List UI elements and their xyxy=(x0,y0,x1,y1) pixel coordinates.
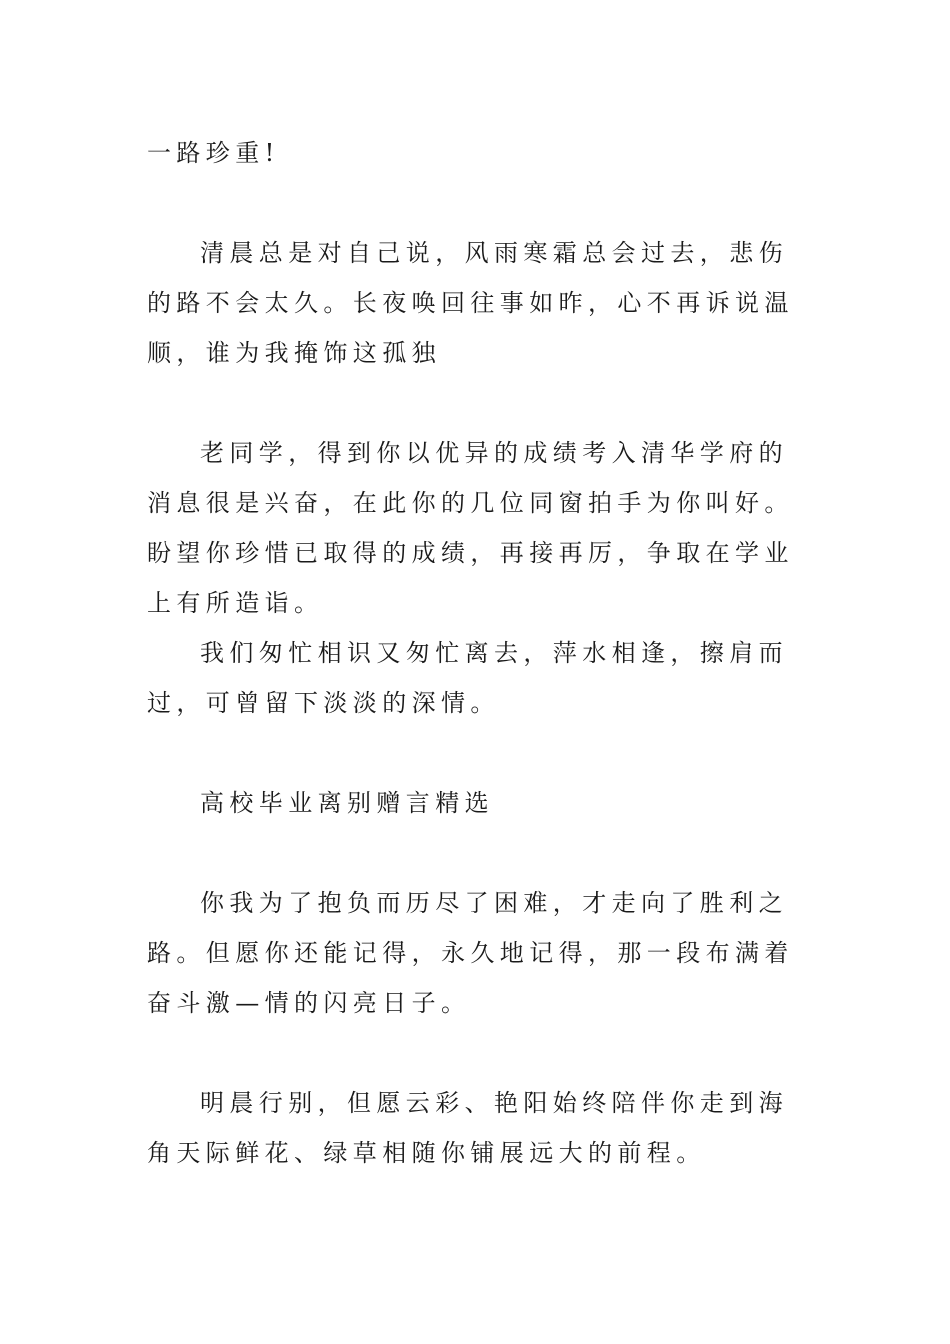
paragraph-farewell: 明晨行别，但愿云彩、艳阳始终陪伴你走到海角天际鲜花、绿草相随你铺展远大的前程。 xyxy=(147,1089,788,1167)
section-heading: 高校毕业离别赠言精选 xyxy=(200,789,494,817)
paragraph-closing: 一路珍重! xyxy=(147,139,280,167)
paragraph-classmate: 老同学，得到你以优异的成绩考入清华学府的消息很是兴奋，在此你的几位同窗拍手为你叫好。盼望你珍惜已取得的成绩，再接再厉，争取在学业上有所造诣。 xyxy=(147,439,794,617)
paragraph-morning: 清晨总是对自己说，风雨寒霜总会过去，悲伤的路不会太久。长夜唤回往事如昨，心不再诉说温顺，谁为我掩饰这孤独 xyxy=(147,239,794,367)
paragraph-meeting: 我们匆忙相识又匆忙离去，萍水相逢，擦肩而过，可曾留下淡淡的深情。 xyxy=(147,639,788,717)
paragraph-ambition: 你我为了抱负而历尽了困难，才走向了胜利之路。但愿你还能记得，永久地记得，那一段布满着奋斗激—情的闪亮日子。 xyxy=(147,889,794,1017)
